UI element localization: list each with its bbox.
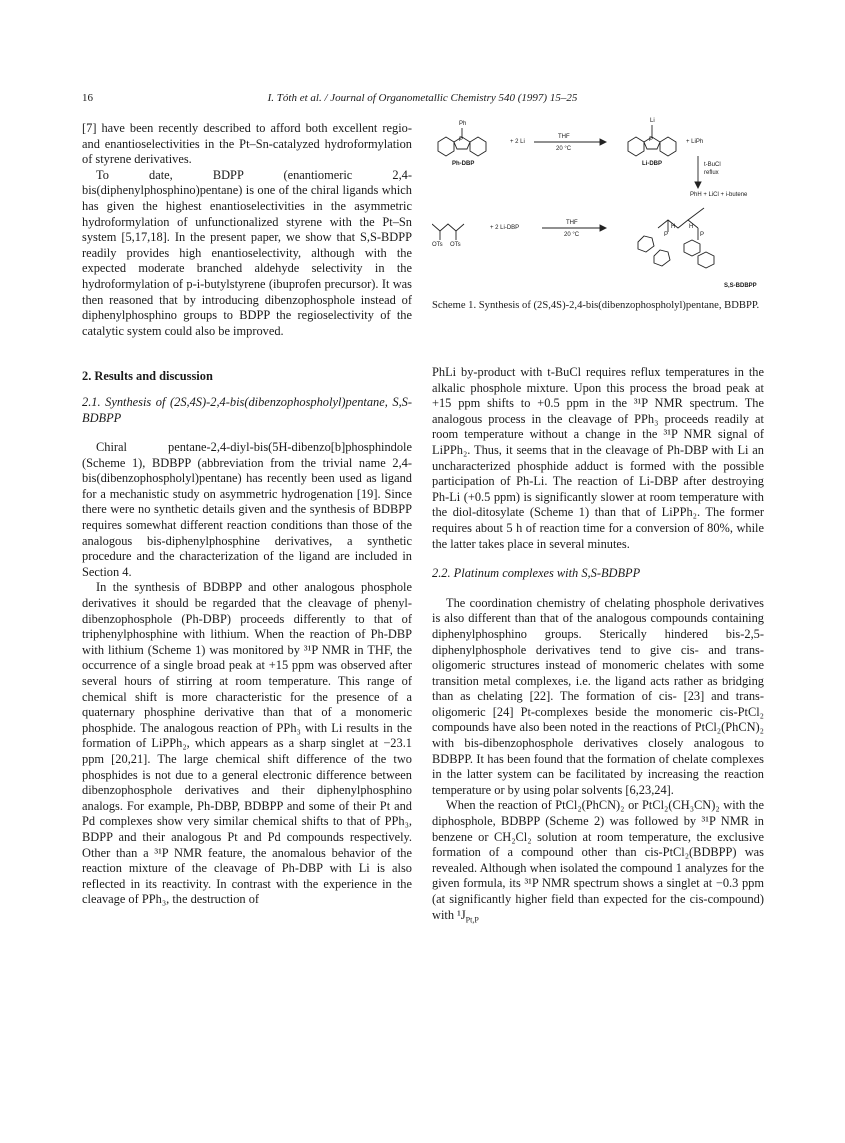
paragraph-text: When the reaction of PtCl₂(PhCN)₂ or PtCl₂(CH₃CN)₂ with the diphosphole, BDBPP (Scheme 2) was followed by ³¹P NMR in benzene or CH₂Cl₂ solution at room temperature, the exclusive formation of a compound other than cis-PtCl₂(BDBPP) was revealed. Although when isolated the compound 1 analyzes for the given formula, its ³¹P NMR spectrum shows a singlet at −0.3 ppm (at significantly higher field than expected for the cis-compound) with ¹J	[432, 798, 764, 922]
ss-bdbpp-structure	[638, 208, 714, 268]
h-atom-label: H	[689, 224, 694, 230]
compound-label: Ph-DBP	[452, 161, 475, 167]
paragraph: Chiral pentane-2,4-diyl-bis(5H-dibenzo[b]phosphindole (Scheme 1), BDBPP (abbreviation from the trivial name 2,4-bis(dibenzophospholyl)pentane) has recently been used as ligand for a mechanistic study on asymmetric hydrogenation [19]. Since there were no synthetic details given and the synthesis of BDBPP requires somewhat different reaction conditions than those of the analogous bis-diphenylphosphine derivatives, a synthetic procedure and the characterization of the ligand are included in Section 4.	[82, 440, 412, 579]
li-label: Li	[650, 118, 655, 124]
temperature-label: 20 °C	[556, 146, 572, 152]
scheme-drawing	[432, 116, 764, 296]
scheme-caption: Scheme 1. Synthesis of (2S,4S)-2,4-bis(dibenzophospholyl)pentane, BDBPP.	[432, 300, 760, 311]
left-column	[82, 121, 412, 908]
paragraph: The coordination chemistry of chelating phosphole derivatives is also different than that of the analogous compounds containing diphenylphosphino groups. Sterically hindered bis-2,5-diphenylphosphole derivatives tend to give cis- and trans-oligomeric structures instead of monomeric chelates with some transition metal complexes, i.e. the ligand acts rather as bridging than as chelating [22]. The formation of cis- [23] and trans-oligomeric [24] Pt-complexes beside the monomeric cis-PtCl₂ compounds have also been noted in the reactions of PtCl₂(PhCN)₂ with bis-dibenzophosphole derivatives closely analogous to BDBPP. It has been found that the formation of chelate complexes in the latter system can be facilitated by increasing the reaction temperature or by using polar solvents [6,23,24].	[432, 595, 764, 797]
page-number: 16	[82, 92, 93, 104]
paragraph: PhLi by-product with t-BuCl requires reflux temperatures in the alkalic phosphole mixture. Upon this process the broad peak at +15 ppm shifts to +0.5 ppm in the ³¹P NMR spectrum. The analogous process in the cleavage of PPh₃ proceeds readily at room temperature without a change in the ³¹P NMR signal of LiPPh₂. Thus, it seems that in the cleavage of Ph-DBP with Li an uncharacterized phosphide adduct is formed with the possible participation of Ph-Li. The reaction of Li-DBP after destroying Ph-Li (+0.5 ppm) is significantly slower at room temperature with the diol-ditosylate (Scheme 1) than that of LiPPh₂. The former requires about 5 h of reaction time for a conversion of 80%, while the latter takes place in several minutes.	[432, 365, 764, 551]
reagent-label: + 2 Li	[510, 139, 525, 145]
tosylate-label: OTs	[432, 242, 443, 248]
tosylate-label: OTs	[450, 242, 461, 248]
p-atom-label: P	[700, 232, 705, 238]
section-heading: 2. Results and discussion	[82, 369, 213, 384]
compound-label: Li-DBP	[642, 161, 662, 167]
subsection-heading: 2.1. Synthesis of (2S,4S)-2,4-bis(dibenzophospholyl)pentane, S,S-BDBPP	[82, 394, 412, 425]
paragraph: In the synthesis of BDBPP and other analogous phosphole derivatives it should be regarded that the cleavage of phenyl-dibenzophosphole (Ph-DBP) proceeds differently to that of triphenylphosphine with lithium. When the reaction of Ph-DBP with lithium (Scheme 1) was monitored by ³¹P NMR in THF, the occurrence of a single broad peak at +15 ppm was observed after several hours of stirring at room temperature. This range of chemical shift is more characteristic for the presence of a quaternary phosphine derivative than that of a monomeric phosphide. The analogous reaction of PPh₃ with Li results in the formation of LiPPh₂, which appears as a sharp singlet at −23.1 ppm [20,21]. The large chemical shift difference of the two phosphides is not due to a general electronic difference between dibenzophosphole derivatives and their diphenylphosphino analogs. For example, Ph-DBP, BDBPP and some of their Pt and Pd complexes show very similar chemical shifts to that of PPh₃, BDPP and their analogous Pt and Pd compounds respectively. Other than a ³¹P NMR feature, the anomalous behavior of the reaction mixture of the cleavage of Ph-DBP with Li is also reflected in its reactivity. In contrast with the experience in the cleavage of PPh₃, the destruction of	[82, 580, 412, 907]
temperature-label: 20 °C	[564, 232, 580, 238]
solvent-label: THF	[566, 220, 578, 226]
p-atom-label: P	[664, 232, 669, 238]
p-atom-label: P	[459, 137, 464, 143]
byproduct-label: + LiPh	[686, 139, 704, 145]
reagent-label: t-BuCl	[704, 162, 721, 168]
subsection-heading: 2.2. Platinum complexes with S,S-BDBPP	[432, 566, 641, 581]
reagent-label: + 2 Li-DBP	[490, 225, 520, 231]
byproduct-label: PhH + LiCl + i-butene	[690, 192, 748, 198]
ditosylate-structure	[432, 224, 464, 240]
compound-label: S,S-BDBPP	[724, 283, 757, 289]
running-header: I. Tóth et al. / Journal of Organometallic Chemistry 540 (1997) 15–25	[267, 92, 578, 104]
paragraph: [7] have been recently described to afford both excellent regio- and enantioselectivities in the Pt–Sn-catalyzed hydroformylation of styrene derivatives.	[82, 121, 412, 167]
paragraph: When the reaction of PtCl₂(PhCN)₂ or PtCl₂(CH₃CN)₂ with the diphosphole, BDBPP (Scheme 2) was followed by ³¹P NMR in benzene or CH₂Cl₂ solution at room temperature, the exclusive formation of a compound other than cis-PtCl₂(BDBPP) was revealed. Although when isolated the compound 1 analyzes for the given formula, its ³¹P NMR spectrum shows a singlet at −0.3 ppm (at significantly higher field than expected for the cis-compound) with $^1J_{Pt,P}$	[432, 798, 764, 925]
h-atom-label: H	[671, 224, 676, 230]
right-column	[432, 365, 764, 928]
ph-label: Ph	[459, 121, 467, 127]
p-atom-label: P	[649, 137, 654, 143]
paragraph: To date, BDPP (enantiomeric 2,4-bis(diphenylphosphino)pentane) is one of the chiral ligands which has given the highest enantioselectivities in the asymmetric hydroformylation of unfunctionalized styrene with the Pt–Sn system [5,17,18]. In the present paper, we show that S,S-BDPP readily provides high enantioselectivity, although with the expected moderate branched aldehyde selectivity in the hydroformylation of p-i-butylstyrene (ibuprofen precursor). It was then reasoned that by introducing dibenzophosphole instead of diphenylphosphino groups to BDPP the regioselectivity of the catalytic system could also be improved.	[82, 167, 412, 338]
condition-label: reflux	[704, 170, 719, 176]
solvent-label: THF	[558, 134, 570, 140]
